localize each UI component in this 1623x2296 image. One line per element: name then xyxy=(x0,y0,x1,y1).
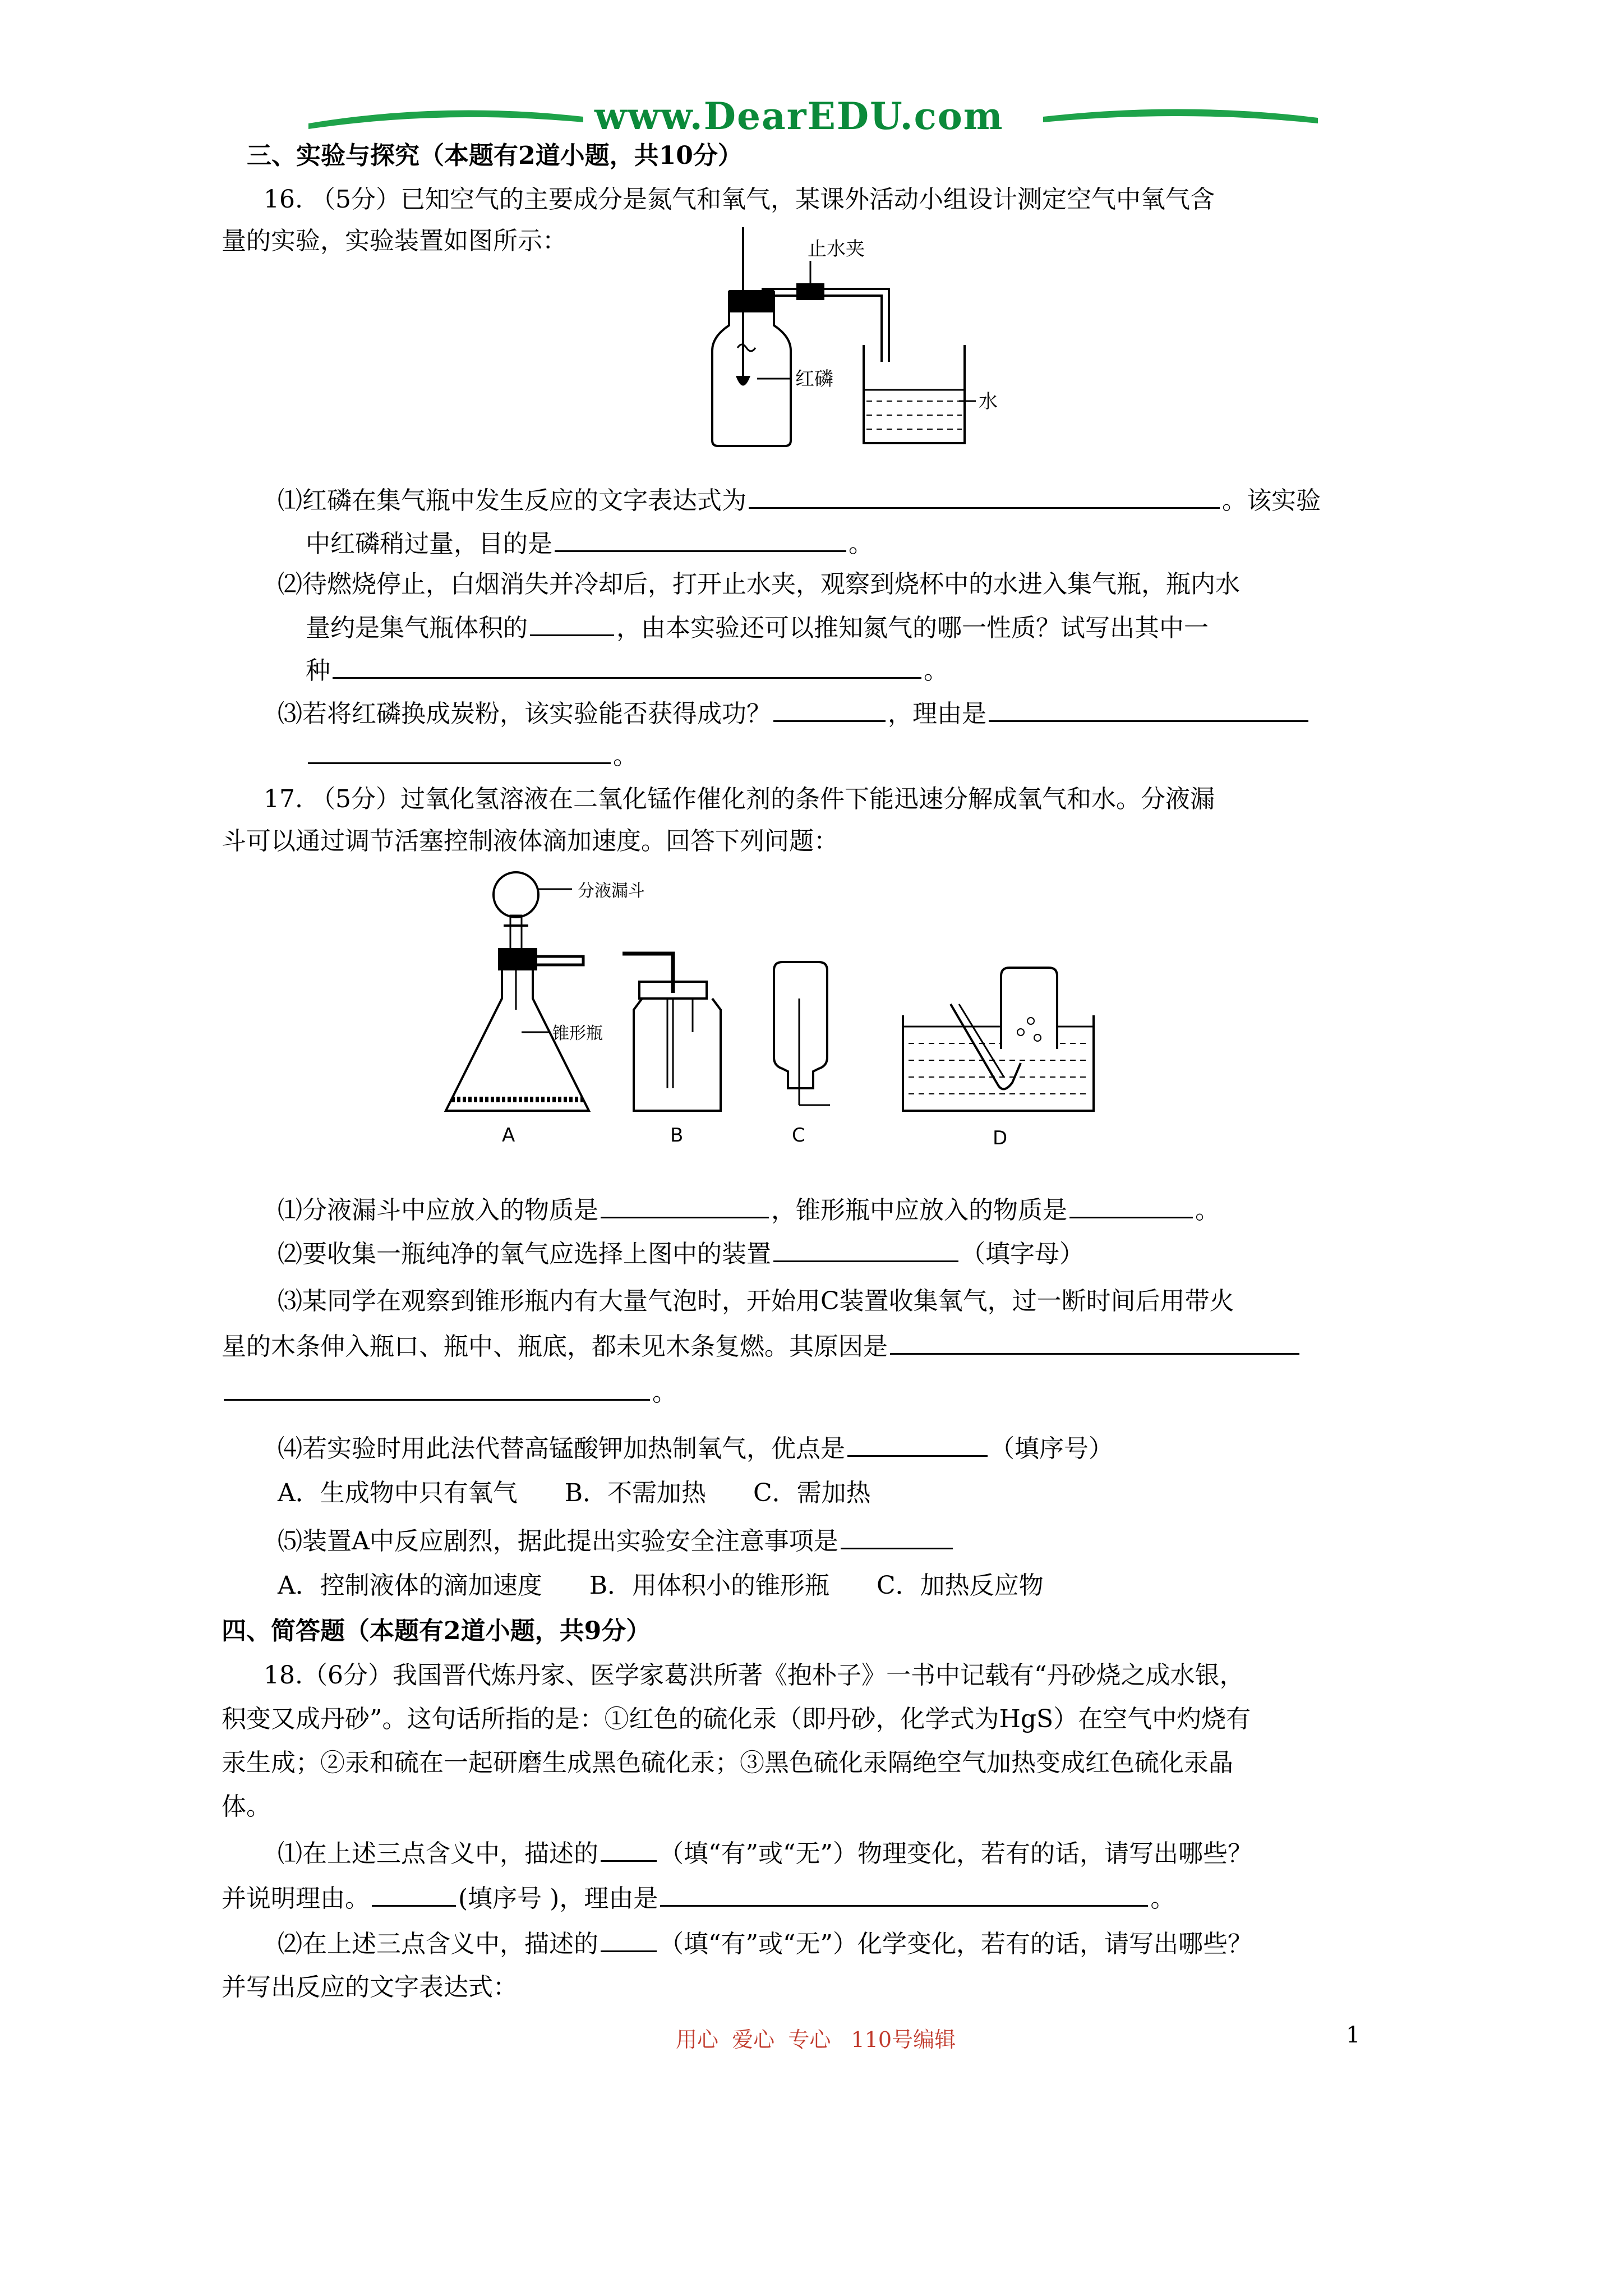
q18-line4: 体。 xyxy=(222,1792,271,1821)
q17-p3-line2: 星的木条伸入瓶口、瓶中、瓶底，都未见木条复燃。其原因是 xyxy=(222,1328,1302,1364)
answer-blank[interactable] xyxy=(773,1236,958,1262)
site-logo: www.DearEDU.com xyxy=(594,94,1004,138)
q16-p1-line1: ⑴红磷在集气瓶中发生反应的文字表达式为 。该实验 xyxy=(278,482,1321,518)
q16-intro-2: 量的实验，实验装置如图所示： xyxy=(222,227,567,255)
q17-apparatus-figure xyxy=(437,864,1110,1156)
label-B: B xyxy=(670,1124,684,1147)
page-footer: 用心 爱心 专心 110号编辑 xyxy=(676,2027,956,2052)
q17-p5-options: A．控制液体的滴加速度 B．用体积小的锥形瓶 C．加热反应物 xyxy=(278,1571,1044,1600)
q17-p3-line1: ⑶某同学在观察到锥形瓶内有大量气泡时，开始用C装置收集氧气，过一断时间后用带火 xyxy=(278,1287,1234,1315)
label-C: C xyxy=(792,1124,805,1147)
answer-blank[interactable] xyxy=(660,1880,1148,1907)
q16-p2-line2: 量约是集气瓶体积的 ，由本实验还可以推知氮气的哪一性质？试写出其中一 xyxy=(306,610,1209,645)
q17-p2: ⑵要收集一瓶纯净的氧气应选择上图中的装置 （填字母） xyxy=(278,1236,1084,1271)
label-water: 水 xyxy=(979,390,998,413)
answer-blank[interactable] xyxy=(308,738,611,764)
label-funnel: 分液漏斗 xyxy=(578,881,645,901)
q16-p3-line1: ⑶若将红磷换成炭粉，该实验能否获得成功？ ，理由是 xyxy=(278,696,1311,731)
q18-line1: 18.（6分）我国晋代炼丹家、医学家葛洪所著《抱朴子》一书中记载有“丹砂烧之成水银， xyxy=(264,1661,1244,1690)
answer-blank[interactable] xyxy=(601,1926,657,1952)
q17-p4: ⑷若实验时用此法代替高锰酸钾加热制氧气，优点是 （填序号） xyxy=(278,1430,1113,1466)
q16-apparatus-figure xyxy=(695,227,1043,452)
label-A: A xyxy=(502,1124,515,1147)
answer-blank[interactable] xyxy=(989,696,1308,722)
q17-p5: ⑸装置A中反应剧烈，据此提出实验安全注意事项是 xyxy=(278,1523,955,1558)
q16-p3-line2: 。 xyxy=(306,738,638,773)
section-3-heading: 三、实验与探究（本题有2道小题，共10分） xyxy=(247,141,743,170)
q18-line3: 汞生成；②汞和硫在一起研磨生成黑色硫化汞；③黑色硫化汞隔绝空气加热变成红色硫化汞晶 xyxy=(222,1749,1233,1777)
label-phosphorus: 红磷 xyxy=(795,368,833,390)
q16-p2-line3: 种 。 xyxy=(306,652,948,688)
q18-p2-line1: ⑵在上述三点含义中，描述的 （填“有”或“无”）化学变化，若有的话，请写出哪些？ xyxy=(278,1926,1252,1961)
q18-p1-line2: 并说明理由。 (填序号 )，理由是 。 xyxy=(222,1880,1175,1916)
answer-blank[interactable] xyxy=(333,652,921,679)
answer-blank[interactable] xyxy=(530,610,614,636)
q17-p4-options: A．生成物中只有氧气 B．不需加热 C．需加热 xyxy=(278,1479,871,1507)
answer-blank[interactable] xyxy=(224,1374,650,1401)
section-4-heading: 四、简答题（本题有2道小题，共9分） xyxy=(222,1617,651,1645)
q16-p1-line2: 中红磷稍过量，目的是 。 xyxy=(306,526,873,561)
answer-blank[interactable] xyxy=(773,696,886,722)
answer-blank[interactable] xyxy=(372,1880,456,1907)
answer-blank[interactable] xyxy=(841,1523,953,1549)
q17-p3-line3: 。 xyxy=(222,1374,677,1410)
page-number: 1 xyxy=(1346,2022,1361,2048)
q17-intro-1: 17. （5分）过氧化氢溶液在二氧化锰作催化剂的条件下能迅速分解成氧气和水。分液漏 xyxy=(264,785,1215,813)
q18-line2: 积变又成丹砂”。这句话所指的是：①红色的硫化汞（即丹砂，化学式为HgS）在空气中灼烧有 xyxy=(222,1705,1251,1733)
label-clamp: 止水夹 xyxy=(808,238,865,260)
q16-p2-line1: ⑵待燃烧停止，白烟消失并冷却后，打开止水夹，观察到烧杯中的水进入集气瓶，瓶内水 xyxy=(278,570,1240,599)
answer-blank[interactable] xyxy=(847,1430,988,1457)
answer-blank[interactable] xyxy=(555,526,846,552)
q18-p1-line1: ⑴在上述三点含义中，描述的 （填“有”或“无”）物理变化，若有的话，请写出哪些？ xyxy=(278,1835,1252,1871)
q18-p2-line2: 并写出反应的文字表达式： xyxy=(222,1973,518,2001)
q17-intro-2: 斗可以通过调节活塞控制液体滴加速度。回答下列问题： xyxy=(222,827,838,855)
q17-p1: ⑴分液漏斗中应放入的物质是 ，锥形瓶中应放入的物质是 。 xyxy=(278,1192,1220,1227)
answer-blank[interactable] xyxy=(890,1328,1299,1355)
answer-blank[interactable] xyxy=(749,482,1220,509)
answer-blank[interactable] xyxy=(601,1192,769,1218)
answer-blank[interactable] xyxy=(601,1835,657,1862)
q16-intro-1: 16. （5分）已知空气的主要成分是氮气和氧气，某课外活动小组设计测定空气中氧气含 xyxy=(264,185,1215,214)
label-D: D xyxy=(993,1127,1008,1149)
label-flask: 锥形瓶 xyxy=(552,1024,603,1043)
answer-blank[interactable] xyxy=(1069,1192,1193,1218)
